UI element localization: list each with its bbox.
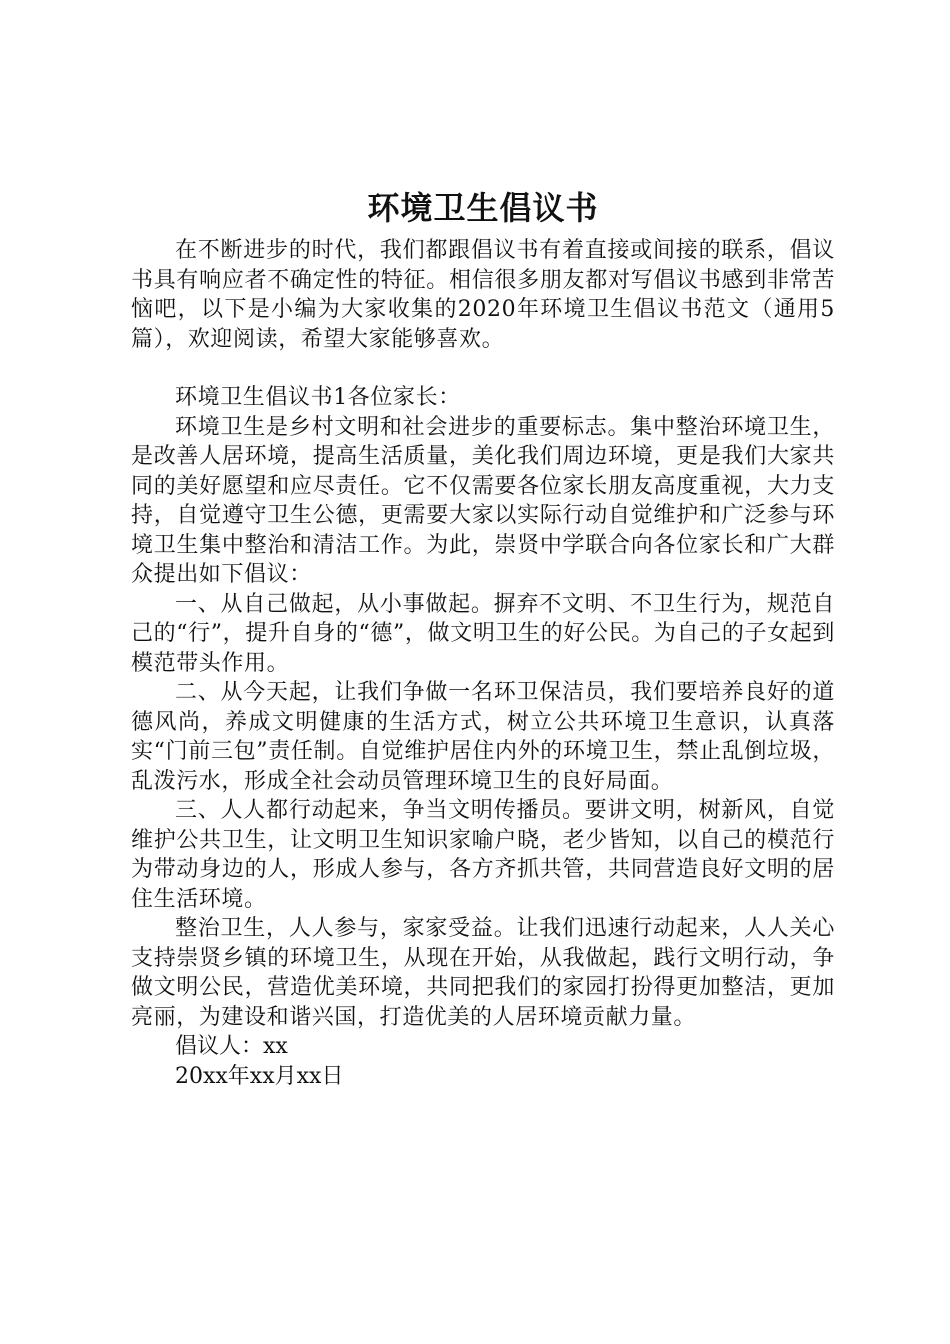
body-paragraph-3: 二、从今天起，让我们争做一名环卫保洁员，我们要培养良好的道德风尚，养成文明健康的生活方式，树立公共环境卫生意识，认真落实“门前三包”责任制。自觉维护居住内外的环境卫生，禁止乱倒垃圾，乱泼污水，形成全社会动员管理环境卫生的良好局面。	[131, 680, 835, 794]
document-title: 环境卫生倡议书	[367, 189, 599, 227]
body-paragraph-4: 三、人人都行动起来，争当文明传播员。要讲文明，树新风，自觉维护公共卫生，让文明卫生知识家喻户晓，老少皆知，以自己的模范行为带动身边的人，形成人参与，各方齐抓共管，共同营造良好文明的居住生活环境。	[131, 798, 835, 912]
body-paragraph-2: 一、从自己做起，从小事做起。摒弃不文明、不卫生行为，规范自己的“行”，提升自身的“德”，做文明卫生的好公民。为自己的子女起到模范带头作用。	[131, 591, 835, 676]
body-paragraph-1: 环境卫生是乡村文明和社会进步的重要标志。集中整治环境卫生，是改善人居环境，提高生活质量，美化我们周边环境，更是我们大家共同的美好愿望和应尽责任。它不仅需要各位家长朋友高度重视，大力支持，自觉遵守卫生公德，更需要大家以实际行动自觉维护和广泛参与环境卫生集中整治和清洁工作。为此，崇贤中学联合向各位家长和广大群众提出如下倡议：	[131, 414, 835, 587]
document-page	[131, 180, 835, 1091]
intro-paragraph: 在不断进步的时代，我们都跟倡议书有着直接或间接的联系，倡议书具有响应者不确定性的特征。相信很多朋友都对写倡议书感到非常苦恼吧，以下是小编为大家收集的2020年环境卫生倡议书范文（通用5篇），欢迎阅读，希望大家能够喜欢。	[131, 238, 835, 352]
date-line: 20xx年xx月xx日	[175, 1063, 344, 1089]
signer-line: 倡议人：xx	[175, 1034, 288, 1059]
salutation: 环境卫生倡议书1各位家长：	[175, 385, 461, 410]
body-paragraph-5: 整治卫生，人人参与，家家受益。让我们迅速行动起来，人人关心支持崇贤乡镇的环境卫生，从现在开始，从我做起，践行文明行动，争做文明公民，营造优美环境，共同把我们的家园打扮得更加整洁，更加亮丽，为建设和谐兴国，打造优美的人居环境贡献力量。	[131, 916, 835, 1030]
